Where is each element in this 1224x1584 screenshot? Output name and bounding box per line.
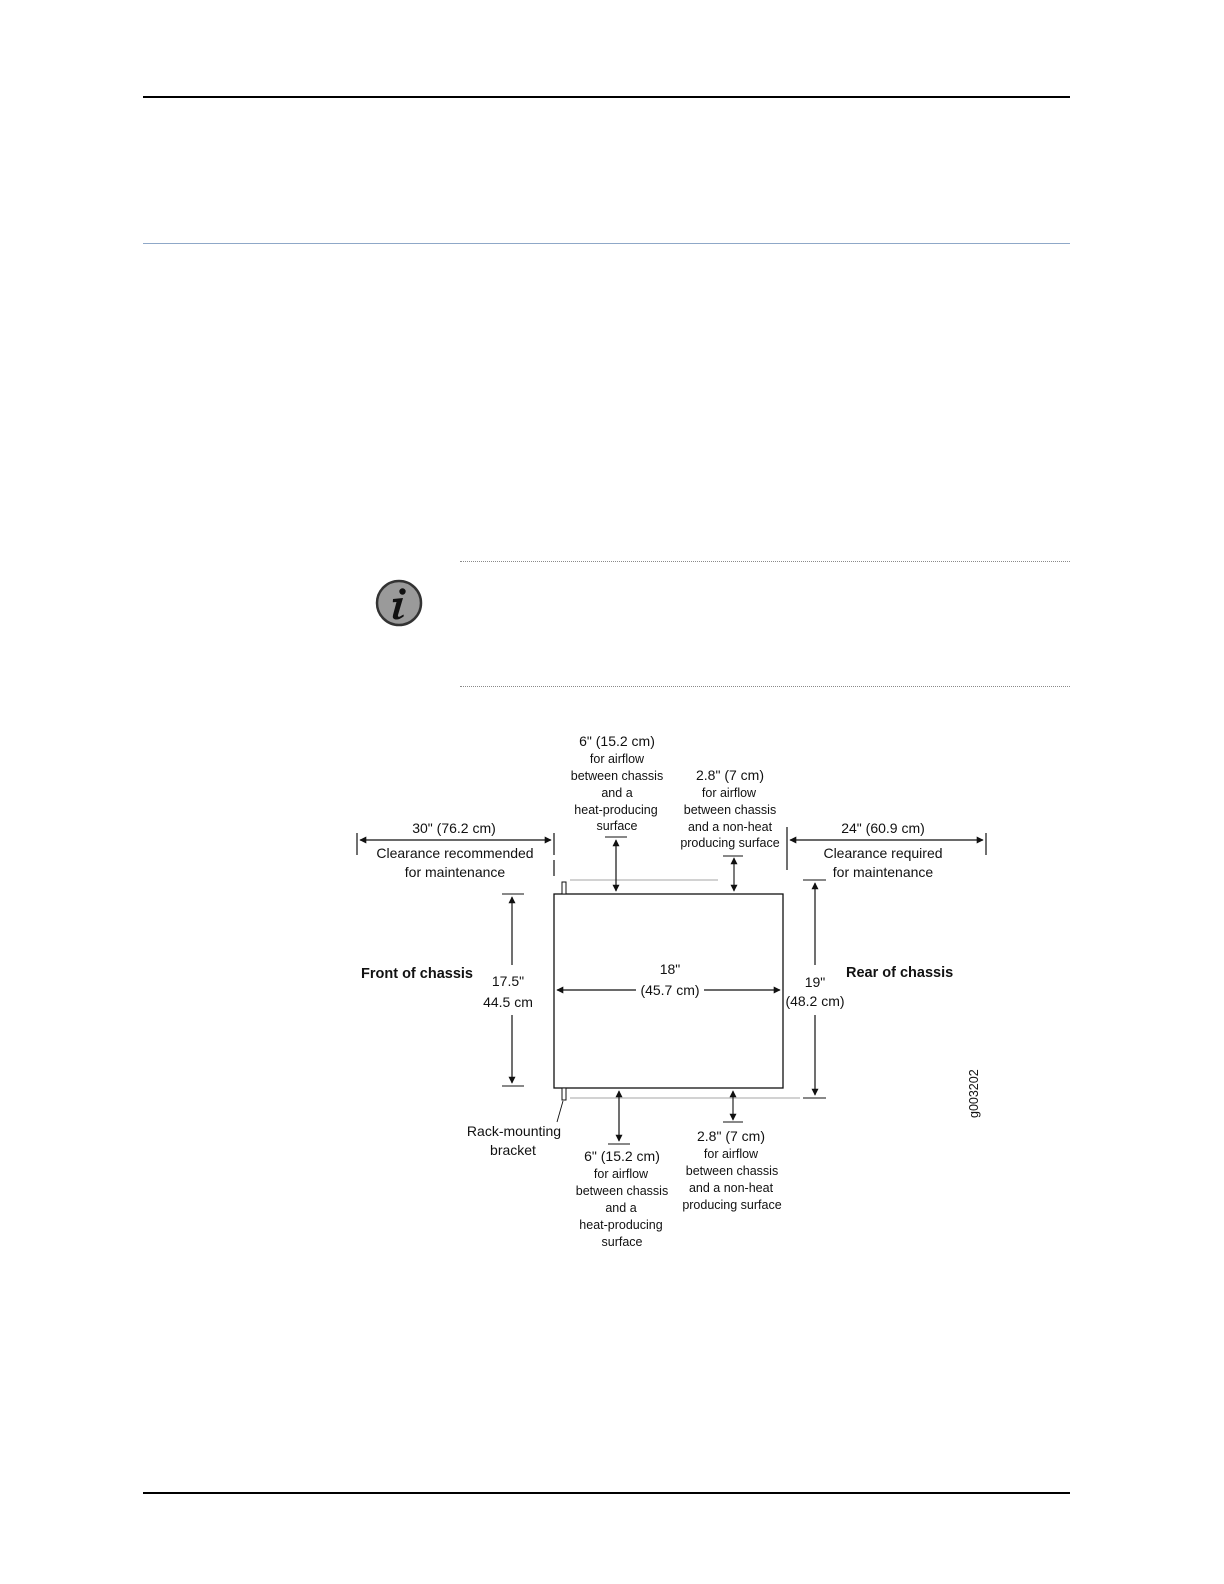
airflow-top-left-line2: between chassis: [570, 769, 664, 783]
airflow-bottom-right-line3: and a non-heat: [688, 1181, 774, 1195]
note-top-border: [460, 561, 1070, 562]
airflow-top-right-measure: 2.8" (7 cm): [696, 767, 764, 783]
width-line2: (48.2 cm): [785, 993, 845, 1009]
bracket-top: [562, 882, 566, 894]
bracket-bottom: [562, 1088, 566, 1100]
airflow-top-left-line1: for airflow: [589, 752, 645, 766]
airflow-bottom-left-line1: for airflow: [593, 1167, 649, 1181]
front-clearance-line1: Clearance recommended: [376, 845, 534, 861]
rear-of-chassis-label: Rear of chassis: [846, 965, 954, 981]
height-line2: 44.5 cm: [483, 994, 533, 1010]
airflow-top-right-line1: for airflow: [701, 786, 757, 800]
info-icon: [375, 579, 423, 627]
airflow-top-left-line4: heat-producing: [574, 803, 658, 817]
depth-line1: 18": [659, 961, 681, 977]
airflow-bottom-right-line2: between chassis: [685, 1164, 779, 1178]
section-divider: [143, 243, 1070, 244]
depth-line2: (45.7 cm): [640, 982, 700, 998]
airflow-bottom-left-line4: heat-producing: [579, 1218, 663, 1232]
airflow-top-left-line3: and a: [601, 786, 633, 800]
figure-id: g003202: [967, 1069, 981, 1118]
rear-clearance-line2: for maintenance: [832, 864, 934, 880]
rear-clearance-measure: 24" (60.9 cm): [841, 820, 925, 836]
airflow-bottom-left-measure: 6" (15.2 cm): [584, 1148, 660, 1164]
front-of-chassis-label: Front of chassis: [361, 966, 473, 982]
airflow-bottom-left-line5: surface: [601, 1235, 643, 1249]
bracket-line2: bracket: [490, 1142, 536, 1158]
airflow-top-left-line5: surface: [596, 819, 638, 833]
airflow-bottom-right-measure: 2.8" (7 cm): [697, 1128, 765, 1144]
airflow-top-right-line3: and a non-heat: [687, 820, 773, 834]
front-clearance-measure: 30" (76.2 cm): [412, 820, 496, 836]
width-line1: 19": [804, 974, 826, 990]
height-line1: 17.5": [491, 973, 525, 989]
airflow-bottom-right-line1: for airflow: [703, 1147, 759, 1161]
airflow-top-right-line2: between chassis: [683, 803, 777, 817]
clearance-diagram: [340, 725, 1000, 1255]
footer-rule: [143, 1492, 1070, 1494]
airflow-bottom-left-line2: between chassis: [575, 1184, 669, 1198]
airflow-top-left-measure: 6" (15.2 cm): [579, 733, 655, 749]
bracket-leader: [557, 1101, 563, 1122]
front-clearance-line2: for maintenance: [404, 864, 506, 880]
airflow-bottom-right-line4: producing surface: [682, 1198, 782, 1212]
note-bottom-border: [460, 686, 1070, 687]
bracket-line1: Rack-mounting: [466, 1123, 562, 1139]
airflow-top-right-line4: producing surface: [680, 836, 780, 850]
header-rule: [143, 96, 1070, 98]
airflow-bottom-left-line3: and a: [605, 1201, 637, 1215]
rear-clearance-line1: Clearance required: [823, 845, 943, 861]
